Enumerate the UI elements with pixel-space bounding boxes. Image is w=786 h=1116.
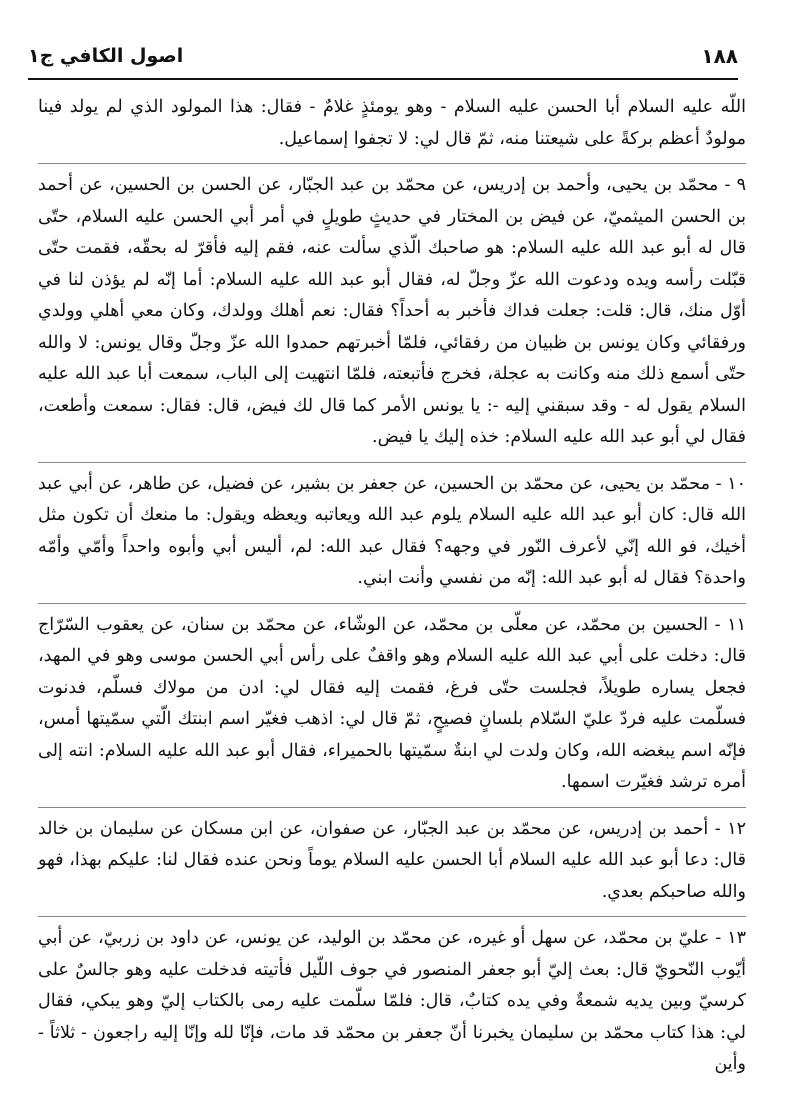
section-divider [38, 807, 746, 808]
hadith-12: ١٢ - أحمد بن إدريس، عن محمّد بن عبد الجبّار، عن صفوان، عن ابن مسكان عن سليمان بن خالد قال: دعا أبو عبد الله عليه السلام أبا الحسن عليه السلام يوماً ونحن عنده فقال لنا: عليكم بهذا، فهو والله صاحبكم بعدي. [38, 818, 746, 902]
paragraph-continuation: اللّه عليه السلام أبا الحسن عليه السلام - وهو يومئذٍ غلامٌ - فقال: هذا المولود الذي لم يولد فينا مولودٌ أعظم بركةً على شيعتنا منه، ثمّ قال لي: لا تجفوا إسماعيل. [38, 97, 746, 149]
page-number: ١٨٨ [701, 44, 738, 68]
hadith-10: ١٠ - محمّد بن يحيى، عن محمّد بن الحسين، عن جعفر بن بشير، عن فضيل، عن طاهر، عن أبي عبد الله قال: كان أبو عبد الله عليه السلام يلوم عبد الله ويعاتبه ويعظه ويقول: ما منعك أن تكون مثل أخيك، فو الله إنّي لأعرف النّور في وجهه؟ فقال عبد الله: لم، أليس أبي وأبوه واحداً وأمّي وأمّه واحدة؟ فقال له أبو عبد الله: إنّه من نفسي وأنت ابني. [38, 473, 746, 588]
section-divider [38, 603, 746, 604]
page-body [38, 92, 746, 1081]
hadith-11: ١١ - الحسين بن محمّد، عن معلّى بن محمّد، عن الوشّاء، عن محمّد بن سنان، عن يعقوب السّرّاج قال: دخلت على أبي عبد الله عليه السلام وهو واقفٌ على رأس أبي الحسن موسى وهو في المهد، فجعل يساره طويلاً، فجلست حتّى فرغ، فقمت إليه فقال لي: ادن من مولاك فسلّم، فدنوت فسلّمت عليه فردّ عليّ السّلام بلسانٍ فصيحٍ، ثمّ قال لي: اذهب فغيّر اسم ابنتك الّتي سمّيتها أمس، فإنّه اسم يبغضه الله، وكان ولدت لي ابنةٌ سمّيتها بالحميراء، فقال أبو عبد الله عليه السلام: انته إلى أمره ترشد فغيّرت اسمها. [38, 614, 746, 792]
section-divider [38, 462, 746, 463]
section-divider [38, 916, 746, 917]
section-divider [38, 163, 746, 164]
hadith-9: ٩ - محمّد بن يحيى، وأحمد بن إدريس، عن محمّد بن عبد الجبّار، عن الحسن بن الحسين، عن أحمد بن الحسن الميثميّ، عن فيض بن المختار في حديثٍ طويلٍ في أمر أبي الحسن عليه السلام، حتّى قال له أبو عبد الله عليه السلام: هو صاحبك الّذي سألت عنه، فقم إليه فأقرّ له بحقّه، فقمت حتّى قبّلت رأسه ويده ودعوت الله عزّ وجلّ له، فقال أبو عبد الله عليه السلام: أما إنّه لم يؤذن لنا في أوّل منك، قال: قلت: جعلت فداك فأخبر به أحداً؟ فقال: نعم أهلك وولدك، وكان معي أهلي وولدي ورفقائي وكان يونس بن ظبيان من رفقائي، فلمّا أخبرتهم حمدوا الله عزّ وجلّ وقال يونس: لا والله حتّى أسمع ذلك منه وكانت به عجلة، فخرج فأتبعته، فلمّا انتهيت إلى الباب، سمعت أبا عبد الله عليه السلام يقول له - وقد سبقني إليه -: يا يونس الأمر كما قال لك فيض، قال: فقال: سمعت وأطعت، فقال لي أبو عبد الله عليه السلام: خذه إليك يا فيض. [38, 175, 746, 447]
page-header [28, 34, 738, 80]
hadith-13: ١٣ - عليّ بن محمّد، عن سهل أو غيره، عن محمّد بن الوليد، عن يونس، عن داود بن زربيّ، عن أبي أيّوب النّحويّ قال: بعث إليّ أبو جعفر المنصور في جوف اللّيل فأتيته فدخلت عليه وهو جالسٌ على كرسيّ وبين يديه شمعةٌ وفي يده كتابٌ، قال: فلمّا سلّمت عليه رمى بالكتاب إليّ وهو يبكي، فقال لي: هذا كتاب محمّد بن سليمان يخبرنا أنّ جعفر بن محمّد قد مات، فإنّا لله وإنّا إليه راجعون - ثلاثاً - وأين [38, 928, 746, 1074]
book-title: اصول الكافي ج١ [28, 45, 184, 67]
